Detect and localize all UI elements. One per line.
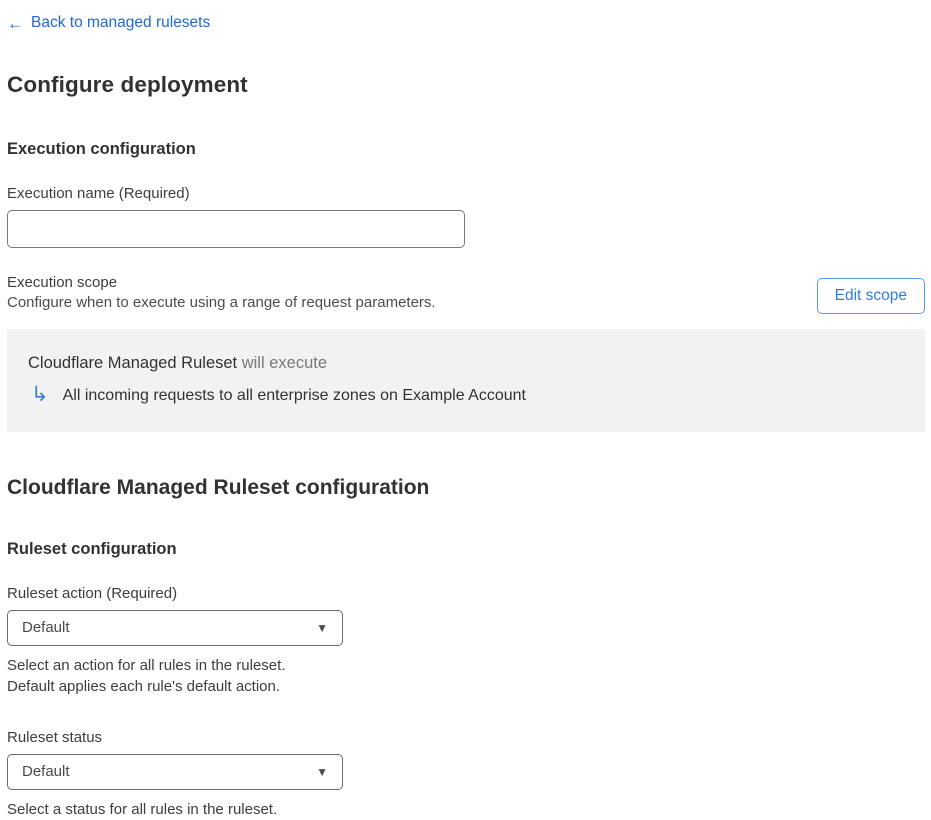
ruleset-status-select[interactable] (7, 754, 343, 790)
chevron-down-icon: ▼ (316, 620, 328, 635)
ruleset-status-help (7, 799, 925, 820)
ruleset-action-help (7, 655, 925, 697)
back-to-managed-rulesets-link[interactable] (7, 14, 210, 32)
execution-configuration-heading: Execution configuration (7, 139, 196, 158)
summary-ruleset-name: Cloudflare Managed Ruleset (28, 353, 238, 372)
summary-will-execute: will execute (237, 353, 328, 372)
back-arrow-icon: ← (7, 13, 24, 33)
summary-scope-value: All incoming requests to all enterprise zones on Example Account (62, 387, 526, 404)
execution-scope-text (7, 274, 436, 311)
branch-arrow-icon: ↳ (31, 382, 49, 406)
ruleset-action-selected-value: Default (22, 619, 70, 636)
execution-scope-label: Execution scope (7, 273, 118, 291)
execution-summary-box (7, 329, 925, 432)
chevron-down-icon: ▼ (316, 764, 328, 779)
ruleset-action-help-line2: Default applies each rule's default action. (7, 677, 281, 695)
ruleset-action-help-line1: Select an action for all rules in the ruleset. (7, 656, 286, 674)
ruleset-status-label: Ruleset status (7, 728, 103, 746)
execution-scope-description: Configure when to execute using a range of request parameters. (7, 293, 436, 311)
ruleset-action-select[interactable] (7, 610, 343, 646)
page-title: Configure deployment (7, 71, 248, 97)
ruleset-configuration-section-heading: Cloudflare Managed Ruleset configuration (7, 475, 430, 499)
execution-scope-row (7, 274, 925, 314)
summary-scope-line (28, 382, 905, 407)
edit-scope-button[interactable]: Edit scope (817, 278, 925, 314)
execution-name-label: Execution name (Required) (7, 184, 190, 202)
ruleset-action-label: Ruleset action (Required) (7, 584, 178, 602)
summary-headline (28, 354, 905, 373)
ruleset-status-selected-value: Default (22, 763, 70, 780)
ruleset-status-help-line1: Select a status for all rules in the ruleset. (7, 800, 278, 818)
ruleset-configuration-heading: Ruleset configuration (7, 539, 177, 558)
execution-name-input[interactable] (7, 210, 465, 248)
back-link-label: Back to managed rulesets (31, 14, 211, 31)
